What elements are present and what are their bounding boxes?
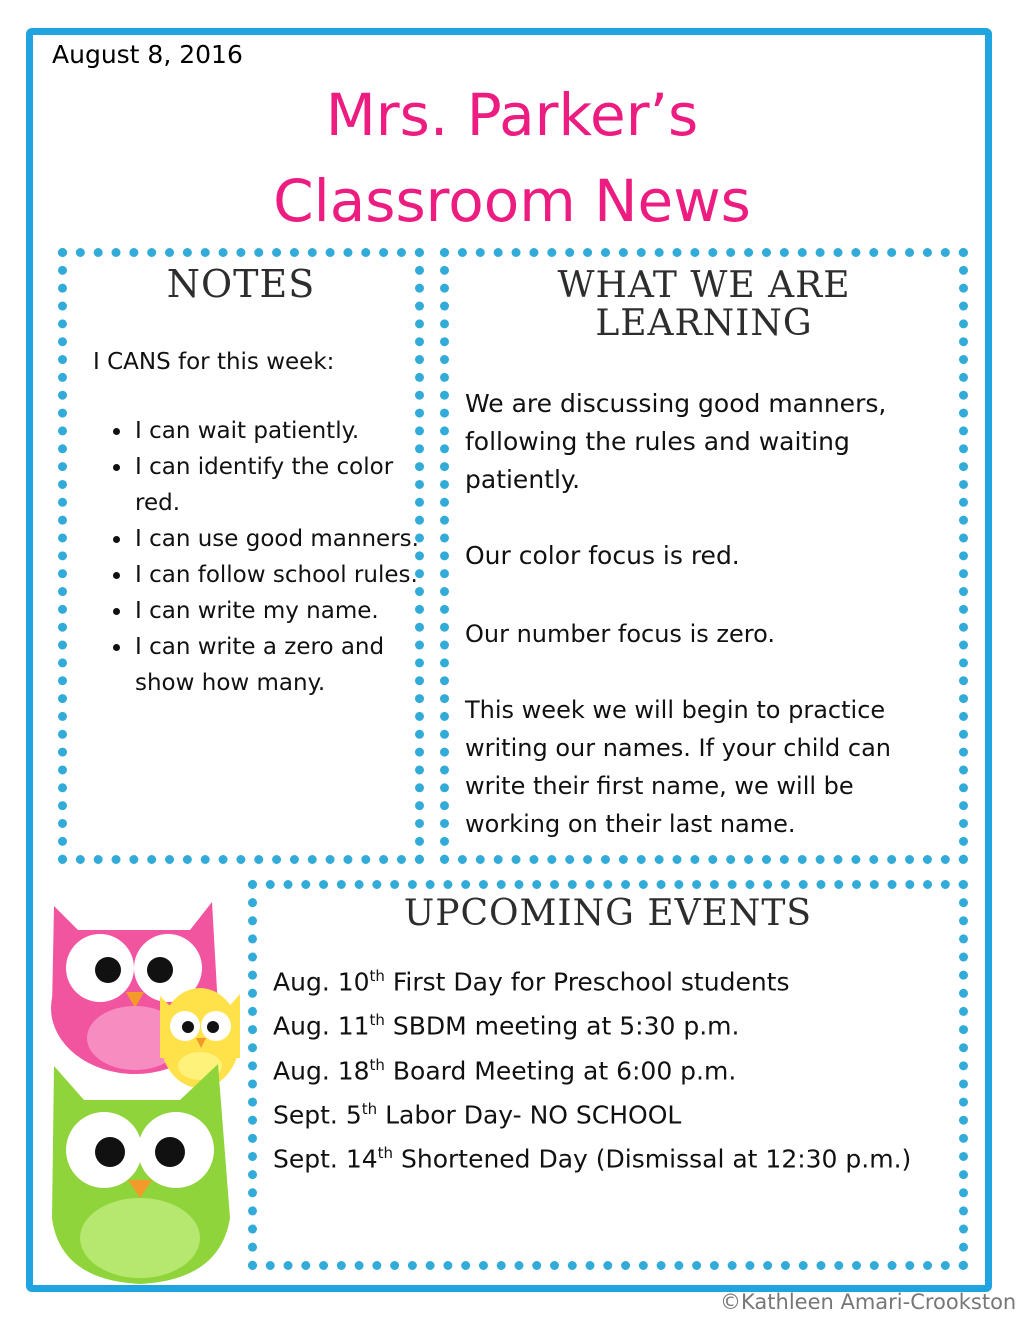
- learning-paragraph: Our color focus is red.: [465, 541, 740, 570]
- learning-heading-line1: WHAT WE ARE: [557, 265, 851, 306]
- owls-illustration: [40, 888, 246, 1290]
- event-item: Aug. 10th First Day for Preschool students: [273, 967, 790, 997]
- learning-paragraph: Our number focus is zero.: [465, 620, 775, 648]
- newsletter-date: August 8, 2016: [52, 40, 243, 69]
- list-item: • I can write a zero and show how many.: [133, 629, 423, 701]
- green-owl-icon: [52, 1064, 230, 1284]
- learning-box: [440, 248, 968, 864]
- list-item: • I can use good manners.: [133, 521, 423, 557]
- learning-heading-line2: LEARNING: [595, 302, 813, 344]
- list-item: • I can wait patiently.: [133, 413, 423, 449]
- notes-box: [58, 248, 424, 864]
- notes-heading: NOTES: [166, 262, 316, 306]
- events-list: [273, 957, 963, 1179]
- newsletter-title-line2: Classroom News: [273, 167, 751, 235]
- event-item: Aug. 18th Board Meeting at 6:00 p.m.: [273, 1055, 737, 1085]
- list-item: • I can follow school rules.: [133, 557, 423, 593]
- notes-intro: I CANS for this week:: [93, 349, 335, 375]
- event-item: Sept. 14th Shortened Day (Dismissal at 12:30 p.m.): [273, 1144, 912, 1174]
- events-heading: UPCOMING EVENTS: [403, 893, 813, 934]
- list-item: • I can write my name.: [133, 593, 423, 629]
- learning-paragraph: This week we will begin to practice writing our names. If your child can write their first name, we will be working on their last name.: [465, 696, 891, 838]
- learning-paragraph: We are discussing good manners, following the rules and waiting patiently.: [465, 389, 887, 494]
- copyright-credit: ©Kathleen Amari-Crookston: [720, 1290, 1017, 1314]
- events-box: [248, 880, 968, 1270]
- event-item: Aug. 11th SBDM meeting at 5:30 p.m.: [273, 1011, 740, 1041]
- newsletter-title-line1: Mrs. Parker’s: [325, 81, 699, 149]
- list-item: • I can identify the color red.: [133, 449, 423, 521]
- learning-heading: [449, 267, 959, 343]
- event-item: Sept. 5th Labor Day- NO SCHOOL: [273, 1099, 682, 1130]
- notes-list: [93, 413, 423, 701]
- yellow-owl-icon: [160, 988, 240, 1088]
